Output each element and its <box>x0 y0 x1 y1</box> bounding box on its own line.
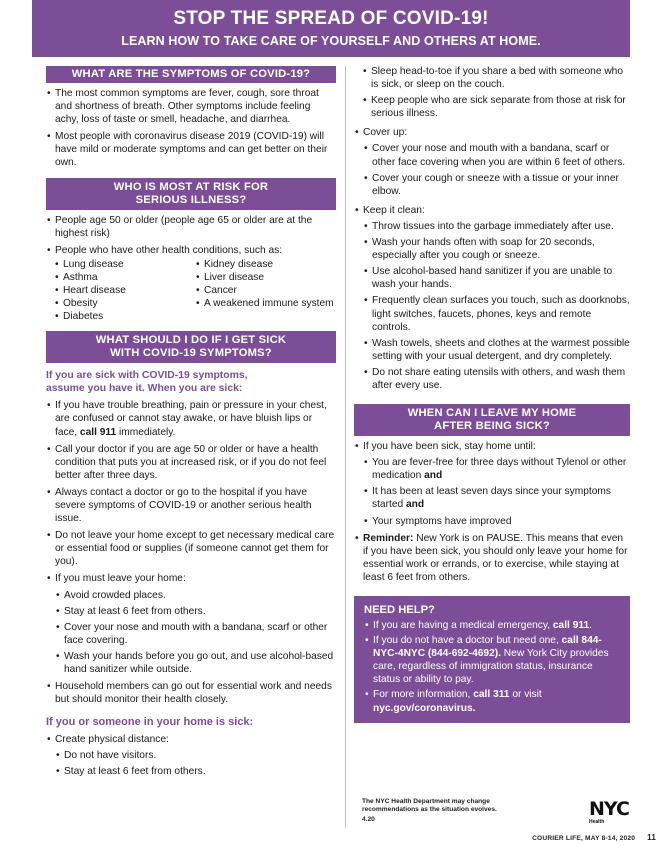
conditions-grid <box>54 258 336 323</box>
call-911-text: call 911 <box>79 426 117 438</box>
list-item: • Household members can go out for essential work and needs but should monitor their health closely. <box>46 680 336 706</box>
sick-heading-line1: WHAT SHOULD I DO IF I GET SICK <box>95 334 287 347</box>
item-text: If you must leave your home: <box>55 573 186 585</box>
leave-heading <box>354 404 630 436</box>
symptoms-list <box>46 87 336 170</box>
item-text: New York is on PAUSE. This means that even if you have been sick, you should only leave your home for essential work or errands, or to exercise, while staying at least 6 feet from others. <box>363 532 628 583</box>
list-item: • Diabetes <box>54 310 195 323</box>
list-item: • Stay at least 6 feet from others. <box>55 605 336 618</box>
list-item <box>354 126 630 197</box>
list-item: • Most people with coronavirus disease 2019 (COVID-19) will have mild or moderate symptoms and can get better on their own. <box>46 130 336 169</box>
list-item <box>363 485 630 511</box>
item-text: . <box>472 702 476 714</box>
help-list <box>364 619 620 715</box>
sick-heading-line2: WITH COVID-19 SYMPTOMS? <box>110 347 272 360</box>
risk-list <box>46 214 336 257</box>
banner-title: STOP THE SPREAD OF COVID-19! <box>173 8 489 29</box>
item-text: or visit <box>509 689 542 701</box>
list-item <box>354 204 630 392</box>
list-item: • People age 50 or older (people age 65 or older are at the highest risk) <box>46 214 336 240</box>
distance-sub-list <box>55 749 336 778</box>
item-text: It has been at least seven days since your symptoms started <box>372 486 611 511</box>
list-item: • Kidney disease <box>195 258 336 271</box>
list-item: • Sleep head-to-toe if you share a bed with someone who is sick, or sleep on the couch. <box>362 65 630 91</box>
list-item: • Cancer <box>195 284 336 297</box>
cover-list <box>354 126 630 197</box>
list-item <box>354 532 630 584</box>
nyc-logo-text: NYC <box>589 798 629 820</box>
publication-name: COURIER LIFE, MAY 8-14, 2020 <box>532 835 636 842</box>
item-text: If you are having a medical emergency, <box>373 620 553 631</box>
list-item: • Wash towels, sheets and clothes at the warmest possible setting with your usual detergent, and dry completely. <box>363 337 630 363</box>
sick-lead-line1: If you are sick with COVID-19 symptoms, <box>46 370 248 382</box>
website-link[interactable]: nyc.gov/coronavirus <box>373 702 473 714</box>
list-item: • Do not leave your home except to get necessary medical care or essential food or supplies (if someone cannot get them for you). <box>46 529 336 568</box>
list-item <box>363 456 630 482</box>
right-column <box>354 66 630 723</box>
sick-lead <box>46 369 336 395</box>
sick-lead-line2: assume you have it. When you are sick: <box>46 383 243 395</box>
footer-note: The NYC Health Department may change recommendations as the situation evolves. <box>362 798 497 814</box>
item-text: New York City provides care, regardless of immigration status, insurance status or ability to pay. <box>373 648 609 686</box>
list-item <box>364 619 620 632</box>
leave-heading-line2: AFTER BEING SICK? <box>434 420 550 433</box>
item-text: You are fever-free for three days without Tylenol or other medication <box>372 457 627 482</box>
leave-list <box>354 440 630 584</box>
list-item: • Throw tissues into the garbage immediately after use. <box>363 220 630 233</box>
footer-date: 4.20 <box>362 816 375 823</box>
left-column <box>46 66 336 779</box>
cover-sub-list <box>363 142 630 197</box>
nyc-logo-subtext: Health <box>589 819 605 825</box>
risk-heading <box>46 178 336 210</box>
list-item <box>364 634 620 686</box>
list-item: • Cover your cough or sneeze with a tissue or your inner elbow. <box>363 172 630 198</box>
list-item: • Use alcohol-based hand sanitizer if you are unable to wash your hands. <box>363 265 630 291</box>
conditions-left <box>54 258 195 323</box>
symptoms-heading: WHAT ARE THE SYMPTOMS OF COVID-19? <box>46 66 336 83</box>
item-text: . <box>589 620 592 631</box>
nyc-health-logo <box>589 799 631 825</box>
list-item: • Lung disease <box>54 258 195 271</box>
list-item <box>364 688 620 714</box>
and-text: and <box>424 470 443 482</box>
sick-list <box>46 399 336 706</box>
leave-heading-line1: WHEN CAN I LEAVE MY HOME <box>407 407 577 420</box>
reminder-label: Reminder: <box>363 532 414 544</box>
distance-continued-list <box>362 65 630 120</box>
list-item: • Wash your hands before you go out, and use alcohol-based hand sanitizer while outside. <box>55 650 336 676</box>
item-text: If you have trouble breathing, pain or pressure in your chest, are confused or cannot stay awake, or have bluish lips or face, <box>55 400 327 438</box>
list-item: • Do not share eating utensils with others, and wash them after every use. <box>363 366 630 392</box>
list-item: • Heart disease <box>54 284 195 297</box>
list-item: • Always contact a doctor or go to the hospital if you have severe symptoms of COVID-19 or another serious health issue. <box>46 486 336 525</box>
leave-sub-list <box>363 456 630 527</box>
title-banner <box>32 0 630 57</box>
list-item: • Your symptoms have improved <box>363 515 630 528</box>
list-item: • Frequently clean surfaces you touch, such as doorknobs, light switches, faucets, phones, keys and remote controls. <box>363 294 630 333</box>
item-text: Create physical distance: <box>55 734 169 746</box>
list-item: • Call your doctor if you are age 50 or older or have a health condition that puts you at increased risk, or if you do not feel better after three days. <box>46 443 336 482</box>
item-text: For more information, <box>373 689 474 701</box>
list-item: • People who have other health conditions, such as: <box>46 244 336 257</box>
list-item: • Liver disease <box>195 271 336 284</box>
distance-list <box>46 733 336 778</box>
list-item: • Wash your hands often with soap for 20 seconds, especially after you cough or sneeze. <box>363 236 630 262</box>
phone-number-text: call 844-NYC-4NYC (844-692-4692). <box>373 635 602 660</box>
list-item <box>354 440 630 528</box>
list-item: • Stay at least 6 feet from others. <box>55 765 336 778</box>
item-text: If you do not have a doctor but need one, <box>373 635 562 647</box>
list-item: • Keep people who are sick separate from those at risk for serious illness. <box>362 94 630 120</box>
home-sick-lead: If you or someone in your home is sick: <box>46 716 254 729</box>
and-text: and <box>405 499 425 511</box>
clean-list <box>354 204 630 392</box>
list-item: • Cover your nose and mouth with a bandana, scarf or other face covering when you are within 6 feet of others. <box>363 142 630 168</box>
banner-subtitle: LEARN HOW TO TAKE CARE OF YOURSELF AND OTHERS AT HOME. <box>121 34 541 48</box>
list-item: • Do not have visitors. <box>55 749 336 762</box>
list-item: • Cover your nose and mouth with a bandana, scarf or other face covering. <box>55 621 336 647</box>
list-item <box>46 733 336 778</box>
leave-home-list <box>55 589 336 677</box>
publication-footer <box>532 833 656 842</box>
item-text: If you have been sick, stay home until: <box>363 441 536 453</box>
list-item: • A weakened immune system <box>195 297 336 310</box>
need-help-box <box>354 596 630 723</box>
list-item <box>46 399 336 438</box>
column-divider <box>345 66 346 828</box>
list-item <box>46 572 336 676</box>
flyer-page <box>32 0 660 846</box>
sick-heading <box>46 331 336 363</box>
call-911-text: call 911 <box>552 620 590 631</box>
item-text: Cover up: <box>363 127 408 139</box>
page-number: 11 <box>647 833 656 842</box>
list-item: • Obesity <box>54 297 195 310</box>
list-item: • Avoid crowded places. <box>55 589 336 602</box>
list-item: • The most common symptoms are fever, cough, sore throat and shortness of breath. Other symptoms include feeling achy, loss of taste or smell, headache, and diarrhea. <box>46 87 336 126</box>
clean-sub-list <box>363 220 630 392</box>
item-text: immediately. <box>116 426 176 438</box>
conditions-right <box>195 258 336 323</box>
call-311-text: call 311 <box>473 689 510 701</box>
item-text: Keep it clean: <box>363 204 425 216</box>
risk-heading-line2: SERIOUS ILLNESS? <box>135 193 247 206</box>
risk-heading-line1: WHO IS MOST AT RISK FOR <box>113 180 269 193</box>
list-item: • Asthma <box>54 271 195 284</box>
need-help-heading: NEED HELP? <box>364 604 435 616</box>
